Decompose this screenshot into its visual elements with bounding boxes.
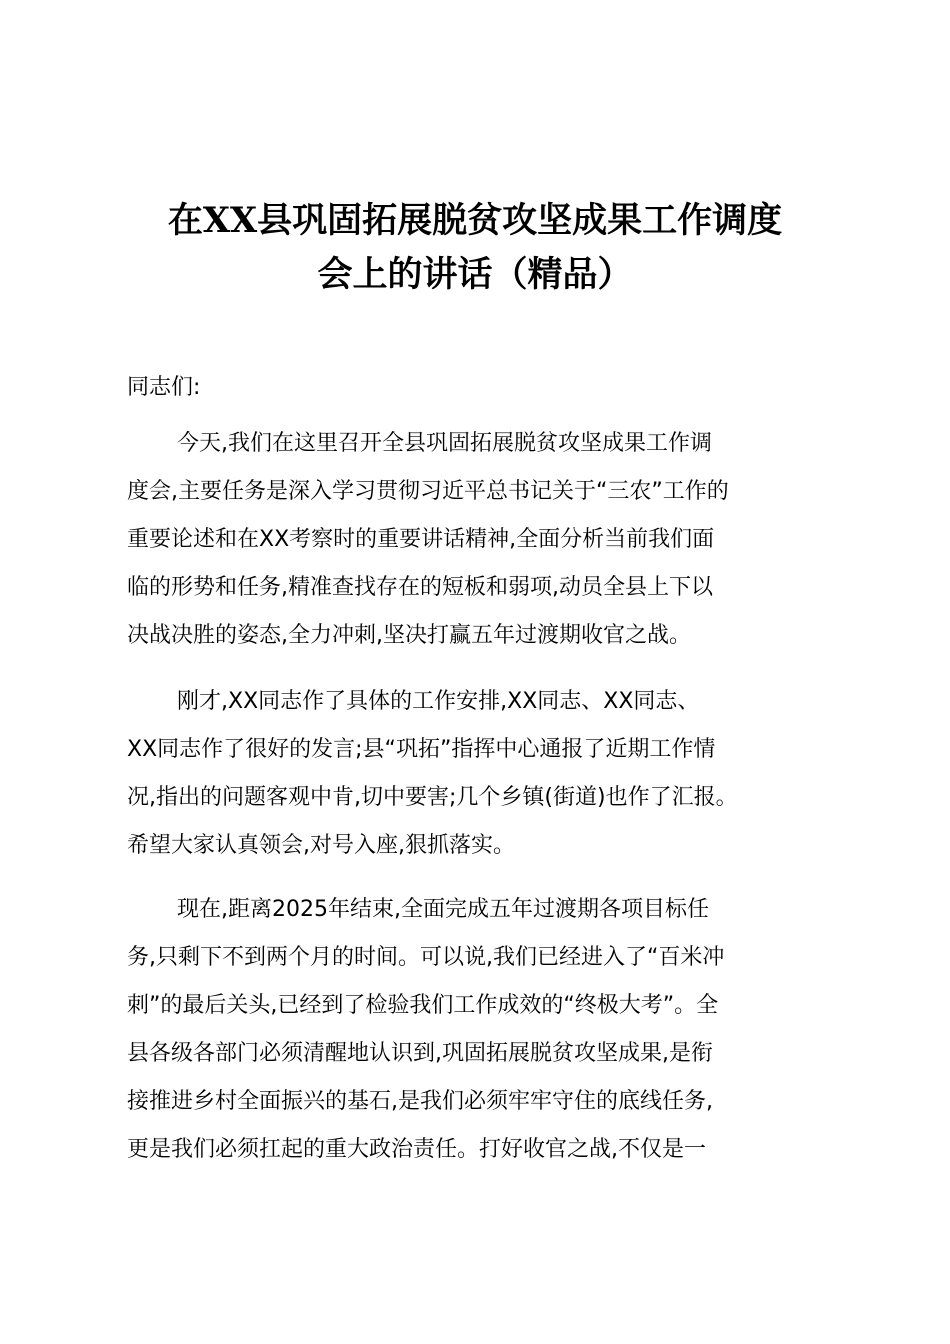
paragraph-line: 度会,主要任务是深入学习贯彻习近平总书记关于“三农”工作的 (127, 479, 729, 504)
paragraph-line: 况,指出的问题客观中肯,切中要害;几个乡镇(街道)也作了汇报。 (127, 785, 738, 810)
paragraph-line: 现在,距离2025年结束,全面完成五年过渡期各项目标任 (177, 897, 709, 922)
paragraph-line: 更是我们必须扛起的重大政治责任。打好收官之战,不仅是一 (127, 1137, 706, 1162)
paragraph-line: 刺”的最后关头,已经到了检验我们工作成效的“终极大考”。全 (127, 993, 719, 1018)
paragraph-line: 今天,我们在这里召开全县巩固拓展脱贫攻坚成果工作调 (177, 431, 712, 456)
paragraph-line: 接推进乡村全面振兴的基石,是我们必须牢牢守住的底线任务, (127, 1089, 713, 1114)
paragraph-line: 决战决胜的姿态,全力冲刺,坚决打赢五年过渡期收官之战。 (127, 623, 691, 648)
paragraph-line: 希望大家认真领会,对号入座,狠抓落实。 (127, 833, 515, 858)
document-title (100, 194, 850, 302)
paragraph-1 (127, 420, 837, 660)
paragraph-line: XX同志作了很好的发言;县“巩拓”指挥中心通报了近期工作情 (127, 737, 716, 762)
greeting: 同志们: (127, 375, 201, 400)
title-line-1: 在XX县巩固拓展脱贫攻坚成果工作调度 (167, 200, 783, 241)
paragraph-2 (127, 678, 837, 870)
paragraph-3 (127, 886, 837, 1174)
paragraph-line: 县各级各部门必须清醒地认识到,巩固拓展脱贫攻坚成果,是衔 (127, 1041, 713, 1066)
paragraph-line: 重要论述和在XX考察时的重要讲话精神,全面分析当前我们面 (127, 527, 715, 552)
paragraph-line: 临的形势和任务,精准查找存在的短板和弱项,动员全县上下以 (127, 575, 713, 600)
paragraph-line: 务,只剩下不到两个月的时间。可以说,我们已经进入了“百米冲 (127, 945, 725, 970)
paragraph-line: 刚才,XX同志作了具体的工作安排,XX同志、XX同志、 (177, 689, 700, 714)
title-line-2: 会上的讲话（精品） (317, 254, 633, 295)
